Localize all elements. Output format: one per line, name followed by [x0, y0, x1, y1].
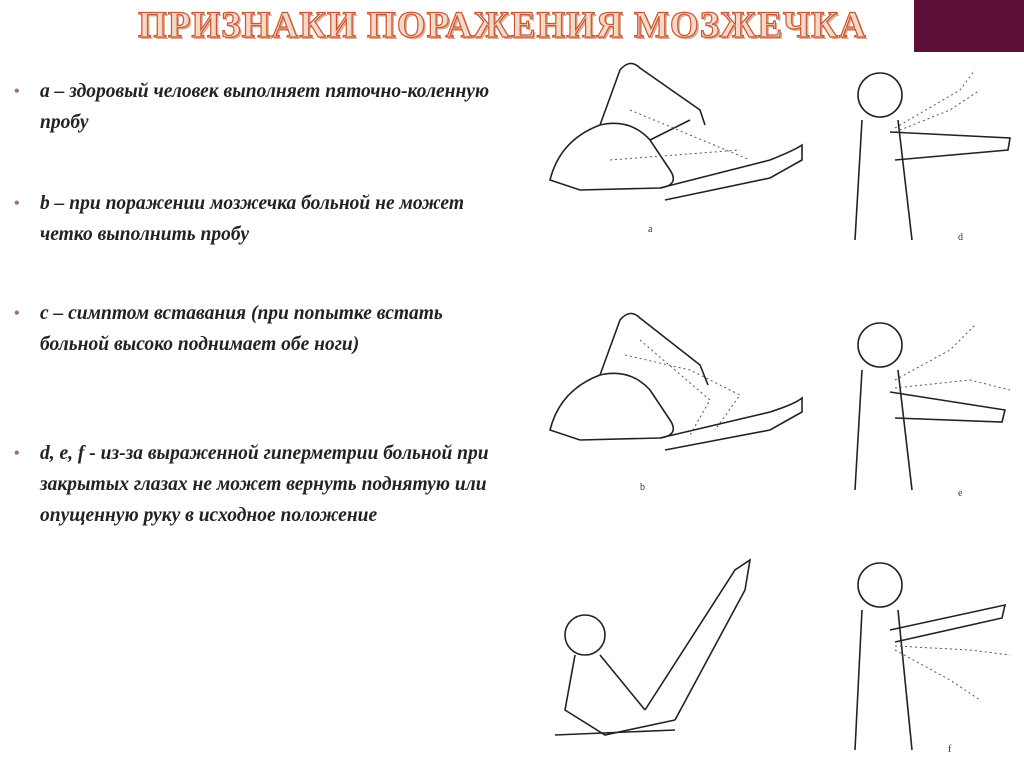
figure-f-arm-test [840, 550, 1020, 760]
bullet-marker: • [14, 83, 20, 100]
figure-b-impaired-test [540, 300, 810, 500]
figure-e-arm-test [840, 300, 1020, 500]
bullet-item [14, 438, 514, 531]
figure-label: a [648, 224, 653, 235]
bullet-text: c – симптом вставания (при попытке встать больной высоко поднимает обе ноги) [40, 303, 443, 355]
figure-c-standing-symptom [545, 550, 785, 750]
slide-title: ПРИЗНАКИ ПОРАЖЕНИЯ МОЗЖЕЧКА [138, 5, 867, 46]
bullet-marker: • [14, 305, 20, 322]
figure-label: f [948, 744, 952, 755]
figure-label: b [640, 482, 645, 493]
bullet-item [14, 298, 514, 360]
bullet-marker: • [14, 195, 20, 212]
bullet-text: a – здоровый человек выполняет пяточно-коленную пробу [40, 81, 490, 133]
figure-a-heel-knee-test [540, 50, 810, 250]
bullet-item [14, 76, 514, 138]
figure-label: d [958, 232, 963, 243]
bullet-item [14, 188, 514, 250]
corner-decoration [914, 0, 1024, 52]
bullet-text: b – при поражении мозжечка больной не может четко выполнить пробу [40, 193, 464, 245]
figure-d-arm-test [840, 50, 1020, 250]
bullet-marker: • [14, 445, 20, 462]
bullet-text: d, e, f - из-за выраженной гиперметрии больной при закрытых глазах не может вернуть поднятую или опущенную руку в исходное положение [40, 443, 489, 526]
figure-label: e [958, 488, 963, 499]
